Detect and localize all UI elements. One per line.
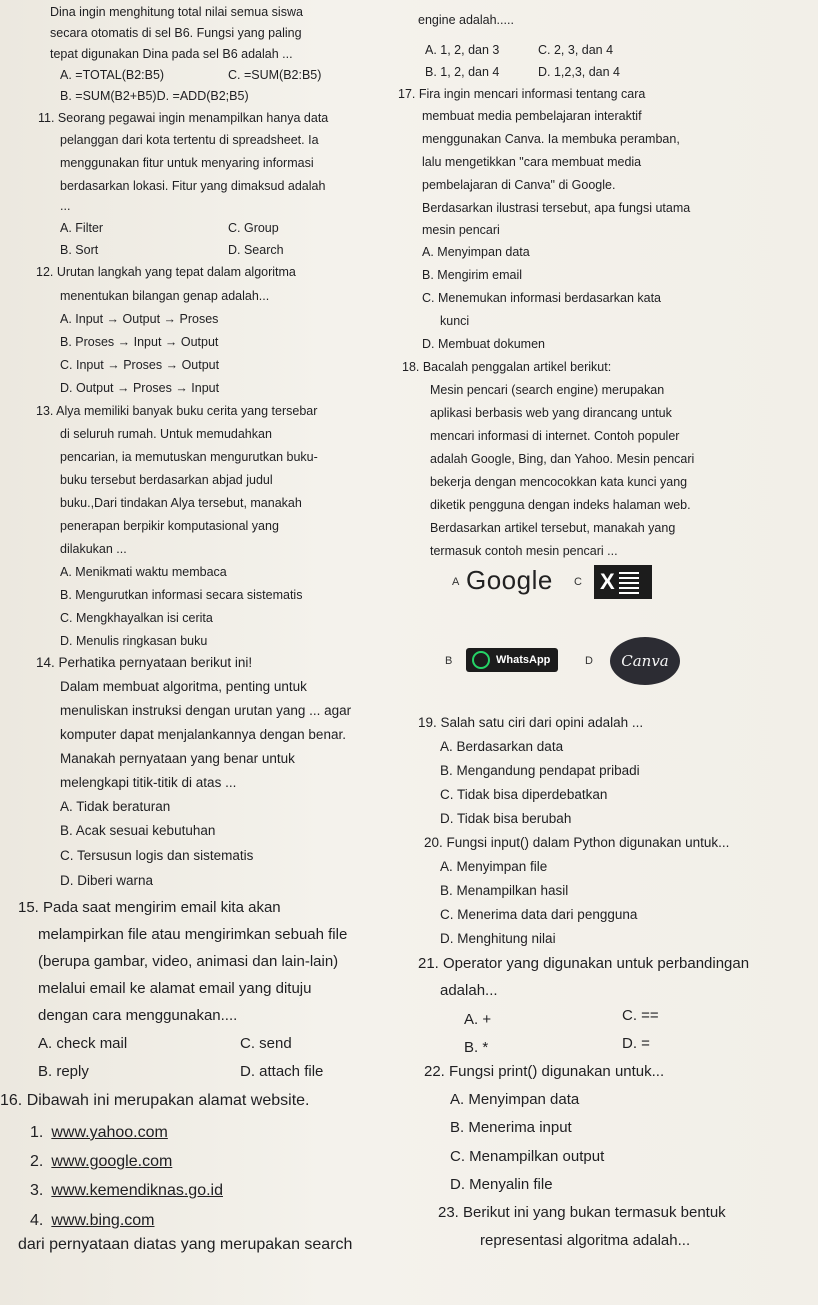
text-line: D. Menyalin file (450, 1176, 553, 1193)
text-line: D. Output → Proses → Input (60, 381, 220, 395)
text-line: menentukan bilangan genap adalah... (60, 289, 270, 303)
text-line: B. Sort (60, 243, 99, 257)
text-line: D. Membuat dokumen (422, 337, 545, 351)
text-line: D. Menulis ringkasan buku (60, 634, 208, 648)
website-url: www.yahoo.com (51, 1124, 168, 1141)
text-line: adalah... (440, 982, 498, 999)
whatsapp-label: WhatsApp (496, 654, 551, 666)
text-line: 15. Pada saat mengirim email kita akan (18, 899, 281, 916)
text-line: mesin pencari (422, 223, 500, 237)
text-line: C. Tersusun logis dan sistematis (60, 848, 254, 863)
text-line: 20. Fungsi input() dalam Python digunakan untuk... (424, 835, 730, 850)
text-line: dengan cara menggunakan.... (38, 1007, 238, 1024)
text-line: C. Tidak bisa diperdebatkan (440, 787, 608, 802)
text-line: B. Menampilkan hasil (440, 883, 569, 898)
text-line: B. * (464, 1039, 489, 1056)
text-line: 16. Dibawah ini merupakan alamat website. (0, 1092, 310, 1109)
text-line: 13. Alya memiliki banyak buku cerita yang tersebar (36, 404, 318, 418)
canva-label: Canva (621, 652, 669, 670)
text-line: Berdasarkan artikel tersebut, manakah yang (430, 521, 676, 535)
text-line: diketik pengguna dengan indeks halaman web. (430, 498, 691, 512)
text-line: 17. Fira ingin mencari informasi tentang cara (398, 87, 646, 101)
text-line: 12. Urutan langkah yang tepat dalam algoritma (36, 265, 296, 279)
text-line: B. Acak sesuai kebutuhan (60, 823, 216, 838)
text-line: ... (60, 199, 71, 213)
text-line: membuat media pembelajaran interaktif (422, 109, 642, 123)
text-line: B. 1, 2, dan 4 (425, 65, 500, 79)
text-line: melampirkan file atau mengirimkan sebuah file (38, 926, 348, 943)
text-line: melalui email ke alamat email yang dituju (38, 980, 312, 997)
canva-logo (610, 637, 680, 685)
text-line: C. Menemukan informasi berdasarkan kata (422, 291, 662, 305)
text-line: Manakah pernyataan yang benar untuk (60, 751, 295, 766)
text-line: penerapan berpikir komputasional yang (60, 519, 279, 533)
text-line: bekerja dengan mencocokkan kata kunci yang (430, 475, 688, 489)
text-line: engine adalah..... (418, 13, 514, 27)
text-line: secara otomatis di sel B6. Fungsi yang paling (50, 26, 302, 40)
x-logo-icon (594, 565, 652, 599)
website-url: www.kemendiknas.go.id (51, 1182, 223, 1199)
text-line: menuliskan instruksi dengan urutan yang ... agar (60, 703, 352, 718)
text-line: A. Tidak beraturan (60, 799, 171, 814)
whatsapp-icon (472, 651, 490, 669)
text-line: C. Group (228, 221, 279, 235)
text-line: B. Mengurutkan informasi secara sistematis (60, 588, 303, 602)
text-line: termasuk contoh mesin pencari ... (430, 544, 618, 558)
website-url: www.google.com (51, 1153, 173, 1170)
text-line: 18. Bacalah penggalan artikel berikut: (402, 360, 612, 374)
text-line: B. Menerima input (450, 1119, 572, 1136)
text-line: melengkapi titik-titik di atas ... (60, 775, 237, 790)
text-line: 21. Operator yang digunakan untuk perbandingan (418, 955, 750, 972)
whatsapp-logo (466, 648, 558, 672)
text-line: kunci (440, 314, 470, 328)
text-line: A. Berdasarkan data (440, 739, 564, 754)
text-line: 19. Salah satu ciri dari opini adalah ... (418, 715, 644, 730)
text-line: C. Input → Proses → Output (60, 358, 220, 372)
text-line: D. = (622, 1035, 650, 1052)
text-line: representasi algoritma adalah... (480, 1232, 691, 1249)
text-line: pencarian, ia memutuskan mengurutkan buku- (60, 450, 318, 464)
text-line: buku.,Dari tindakan Alya tersebut, manakah (60, 496, 302, 510)
text-line: menggunakan Canva. Ia membuka peramban, (422, 132, 680, 146)
text-line: pembelajaran di Canva" di Google. (422, 178, 616, 192)
text-line: C. send (240, 1035, 292, 1052)
text-line: C. == (622, 1007, 659, 1024)
grid-icon (619, 570, 639, 594)
text-line: buku tersebut berdasarkan abjad judul (60, 473, 273, 487)
text-line: B. reply (38, 1063, 89, 1080)
text-line: A. check mail (38, 1035, 128, 1052)
text-line: aplikasi berbasis web yang dirancang untuk (430, 406, 672, 420)
text-line: 22. Fungsi print() digunakan untuk... (424, 1063, 665, 1080)
text-line: lalu mengetikkan "cara membuat media (422, 155, 642, 169)
text-line: A. Menyimpan data (450, 1091, 580, 1108)
website-number: 4. (30, 1212, 44, 1229)
text-line: C. Menerima data dari pengguna (440, 907, 638, 922)
text-line: A. Menyimpan data (422, 245, 530, 259)
text-line: C. 2, 3, dan 4 (538, 43, 614, 57)
text-line: D. 1,2,3, dan 4 (538, 65, 621, 79)
text-line: B. Mengirim email (422, 268, 523, 282)
text-line: B. Proses → Input → Output (60, 335, 219, 349)
text-line: D. Tidak bisa berubah (440, 811, 572, 826)
website-url: www.bing.com (51, 1212, 155, 1229)
text-line: C. =SUM(B2:B5) (228, 68, 322, 82)
text-line: di seluruh rumah. Untuk memudahkan (60, 427, 272, 441)
text-line: A. + (464, 1011, 492, 1028)
text-line: mencari informasi di internet. Contoh populer (430, 429, 680, 443)
text-line: B. =SUM(B2+B5)D. =ADD(B2;B5) (60, 89, 249, 103)
text-line: A. Menyimpan file (440, 859, 548, 874)
website-item (30, 1183, 223, 1199)
text-line: A. =TOTAL(B2:B5) (60, 68, 165, 82)
website-number: 2. (30, 1153, 44, 1170)
text-line: 11. Seorang pegawai ingin menampilkan hanya data (38, 111, 329, 125)
text-line: tepat digunakan Dina pada sel B6 adalah ... (50, 47, 293, 61)
text-line: D. Menghitung nilai (440, 931, 556, 946)
text-line: A. Filter (60, 221, 104, 235)
text-line: dari pernyataan diatas yang merupakan search (18, 1236, 353, 1253)
text-line: komputer dapat menjalankannya dengan benar. (60, 727, 346, 742)
text-line: A. Menikmati waktu membaca (60, 565, 227, 579)
google-logo: Google (466, 565, 553, 595)
option-label-c: C (574, 576, 582, 588)
website-number: 3. (30, 1182, 44, 1199)
text-line: D. Diberi warna (60, 873, 154, 888)
text-line: adalah Google, Bing, dan Yahoo. Mesin pencari (430, 452, 695, 466)
text-line: D. attach file (240, 1063, 324, 1080)
option-label-d: D (585, 655, 593, 667)
text-line: berdasarkan lokasi. Fitur yang dimaksud adalah (60, 179, 326, 193)
text-line: Mesin pencari (search engine) merupakan (430, 383, 665, 397)
website-number: 1. (30, 1124, 44, 1141)
text-line: dilakukan ... (60, 542, 127, 556)
text-line: Berdasarkan ilustrasi tersebut, apa fungsi utama (422, 201, 691, 215)
x-logo-letter: X (600, 569, 615, 594)
text-line: A. Input → Output → Proses (60, 312, 219, 326)
text-line: 14. Perhatika pernyataan berikut ini! (36, 655, 253, 670)
text-line: menggunakan fitur untuk menyaring informasi (60, 156, 314, 170)
text-line: B. Mengandung pendapat pribadi (440, 763, 640, 778)
text-line: (berupa gambar, video, animasi dan lain-lain) (38, 953, 339, 970)
text-line: D. Search (228, 243, 284, 257)
website-item (30, 1154, 172, 1170)
text-line: A. 1, 2, dan 3 (425, 43, 500, 57)
option-label-b: B (445, 655, 453, 667)
website-item (30, 1125, 168, 1141)
website-item (30, 1213, 155, 1229)
text-line: Dina ingin menghitung total nilai semua siswa (50, 5, 303, 19)
text-line: C. Mengkhayalkan isi cerita (60, 611, 213, 625)
text-line: pelanggan dari kota tertentu di spreadsheet. Ia (60, 133, 319, 147)
text-line: C. Menampilkan output (450, 1148, 605, 1165)
text-line: Dalam membuat algoritma, penting untuk (60, 679, 307, 694)
text-line: 23. Berikut ini yang bukan termasuk bentuk (438, 1204, 726, 1221)
option-label-a: A (452, 576, 460, 588)
